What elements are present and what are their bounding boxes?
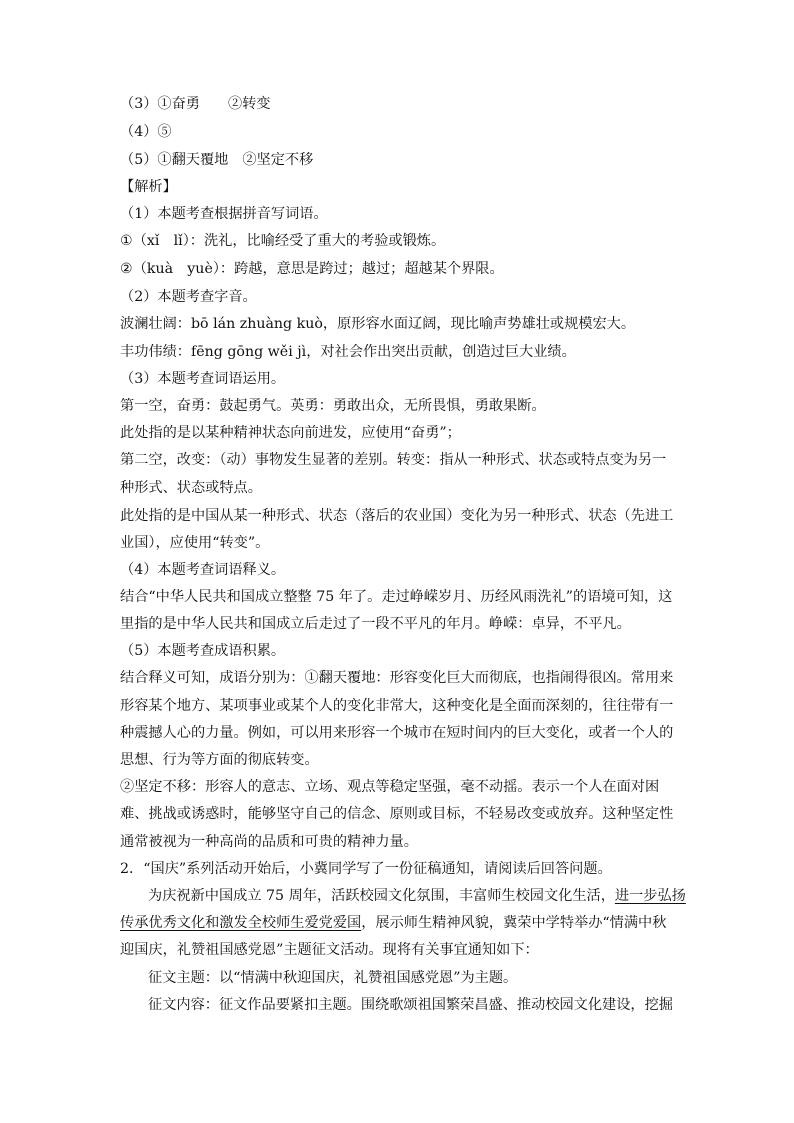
analysis-line: （1）本题考查根据拼音写词语。 [120,206,328,222]
analysis-line: 难、挑战或诱惑时，能够坚守自己的信念、原则或目标，不轻易改变或放弃。这种坚定性 [120,806,674,822]
analysis-line: ①（xǐ lǐ）：洗礼，比喻经受了重大的考验或锻炼。 [120,233,446,249]
analysis-line: 思想、行为等方面的彻底转变。 [120,752,319,768]
notice-theme: 征文主题：以“情满中秋迎国庆，礼赞祖国感党恩”为主题。 [148,970,518,986]
analysis-line: 波澜壮阔：bō lán zhuàng kuò，原形容水面辽阔，现比喻声势雄壮或规模宏大。 [120,316,636,332]
analysis-line: 此处指的是中国从某一种形式、状态（落后的农业国）变化为另一种形式、状态（先进工 [120,508,674,524]
notice-paragraph-line: 传承优秀文化和激发全校师生爱党爱国，展示师生精神风貌，冀荣中学特举办“情满中秋 [120,915,667,931]
underlined-phrase: 进一步弘扬 [614,888,686,904]
analysis-line: 里指的是中华人民共和国成立后走过了一段不平凡的年月。峥嵘：卓异，不平凡。 [120,616,631,632]
analysis-line: 丰功伟绩：fēng gōng wěi jì，对社会作出突出贡献，创造过巨大业绩。 [120,344,576,360]
notice-paragraph-line: 为庆祝新中国成立 75 周年，活跃校园文化氛围，丰富师生校园文化生活，进一步弘扬 [148,888,686,904]
analysis-line: （2）本题考查字音。 [120,289,257,305]
analysis-line: 业国），应使用“转变”。 [120,535,270,551]
question-2-stem: 2．“国庆”系列活动开始后，小冀同学写了一份征稿通知，请阅读后回答问题。 [120,861,612,877]
analysis-line: 第二空，改变：（动）事物发生显著的差别。转变：指从一种形式、状态或特点变为另一 [120,452,667,468]
answer-q5: （5）①翻天覆地 ②坚定不移 [120,152,314,168]
underlined-phrase: 传承优秀文化和激发全校师生爱党爱国 [120,915,362,931]
answer-q3: （3）①奋勇 ②转变 [120,96,271,112]
analysis-line: （3）本题考查词语运用。 [120,371,286,387]
analysis-line: 此处指的是以某种精神状态向前进发，应使用“奋勇”； [120,425,461,441]
notice-content: 征文内容：征文作品要紧扣主题。围绕歌颂祖国繁荣昌盛、推动校园文化建设，挖掘 [148,997,673,1013]
analysis-line: 种震撼人心的力量。例如，可以用来形容一个城市在短时间内的巨大变化，或者一个人的 [120,725,674,741]
analysis-heading: 【解析】 [120,179,177,195]
analysis-line: （4）本题考查词语释义。 [120,562,286,578]
analysis-line: 种形式、状态或特点。 [120,480,262,496]
analysis-line: ②（kuà yuè）：跨越，意思是跨过；越过；超越某个界限。 [120,261,504,277]
analysis-line: ②坚定不移：形容人的意志、立场、观点等稳定坚强，毫不动摇。表示一个人在面对困 [120,779,660,795]
analysis-line: 通常被视为一种高尚的品质和可贵的精神力量。 [120,834,418,850]
analysis-line: 结合释义可知，成语分别为：①翻天覆地：形容变化巨大而彻底，也指闹得很凶。常用来 [120,670,674,686]
analysis-line: 第一空，奋勇：鼓起勇气。英勇：勇敢出众，无所畏惧，勇敢果断。 [120,398,546,414]
analysis-line: 结合“中华人民共和国成立整整 75 年了。走过峥嵘岁月、历经风雨洗礼”的语境可知，这 [120,589,673,605]
analysis-line: 形容某个地方、某项事业或某个人的变化非常大，这种变化是全面而深刻的，往往带有一 [120,698,674,714]
notice-paragraph-line: 迎国庆，礼赞祖国感党恩”主题征文活动。现将有关事宜通知如下： [120,942,539,958]
analysis-line: （5）本题考查成语积累。 [120,643,286,659]
answer-q4: （4）⑤ [120,124,172,140]
